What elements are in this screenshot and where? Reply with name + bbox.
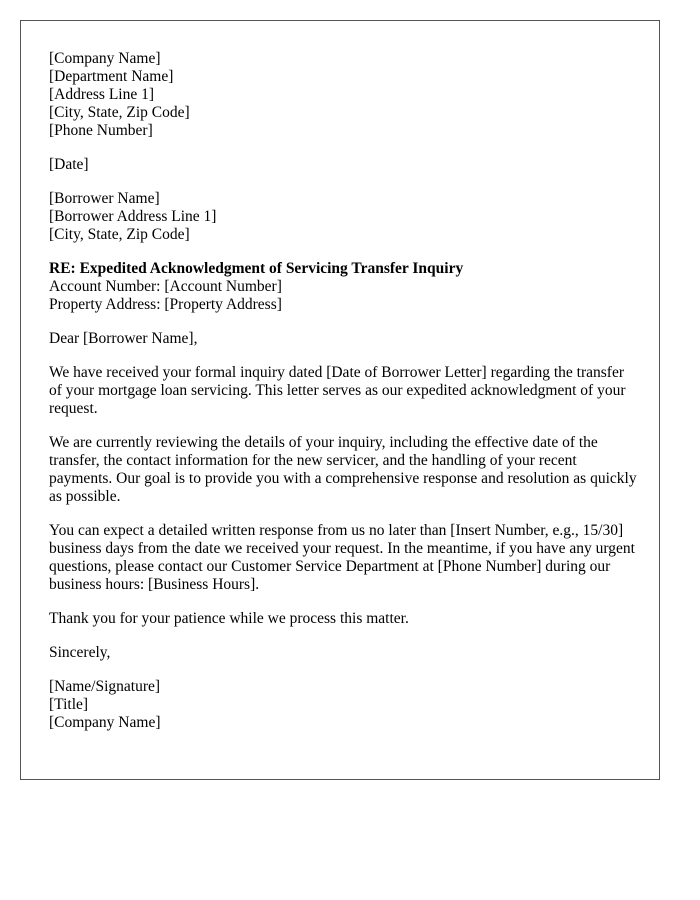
signature-title: [Title] [49, 696, 89, 713]
property-address-line: Property Address: [Property Address] [49, 296, 282, 313]
date-block [49, 156, 639, 174]
subject-line: RE: Expedited Acknowledgment of Servicing Transfer Inquiry [49, 260, 464, 277]
closing-block [49, 644, 639, 662]
letter-date: [Date] [49, 156, 89, 173]
account-number-line: Account Number: [Account Number] [49, 278, 282, 295]
sender-address-line-1: [Address Line 1] [49, 86, 155, 103]
salutation-block [49, 330, 639, 348]
recipient-borrower-name: [Borrower Name] [49, 190, 160, 207]
signature-company: [Company Name] [49, 714, 161, 731]
sender-department-name: [Department Name] [49, 68, 174, 85]
letter-frame [20, 20, 660, 780]
recipient-address-line-1: [Borrower Address Line 1] [49, 208, 217, 225]
body-paragraph-4: Thank you for your patience while we process this matter. [49, 610, 409, 627]
body-paragraph-1: We have received your formal inquiry dated [Date of Borrower Letter] regarding the transfer of your mortgage loan servicing. This letter serves as our expedited acknowledgment of your request. [49, 364, 626, 417]
sender-city-state-zip: [City, State, Zip Code] [49, 104, 190, 121]
letter-content [49, 50, 639, 748]
sender-phone-number: [Phone Number] [49, 122, 153, 139]
signature-block [49, 678, 639, 732]
body-paragraph-3: You can expect a detailed written response from us no later than [Insert Number, e.g., 15/30] business days from the date we received your request. In the meantime, if you have any urgent questions, please contact our Customer Service Department at [Phone Number] during our business hours: [Business Hours]. [49, 522, 635, 593]
sender-company-name: [Company Name] [49, 50, 161, 67]
closing: Sincerely, [49, 644, 111, 661]
reference-block [49, 260, 639, 314]
salutation: Dear [Borrower Name], [49, 330, 198, 347]
sender-block [49, 50, 639, 140]
signature-name: [Name/Signature] [49, 678, 161, 695]
recipient-block [49, 190, 639, 244]
recipient-city-state-zip: [City, State, Zip Code] [49, 226, 190, 243]
body-paragraph-2: We are currently reviewing the details of your inquiry, including the effective date of the transfer, the contact information for the new servicer, and the handling of your recent payments. Our goal is to provide you with a comprehensive response and resolution as quickly as possible. [49, 434, 637, 505]
